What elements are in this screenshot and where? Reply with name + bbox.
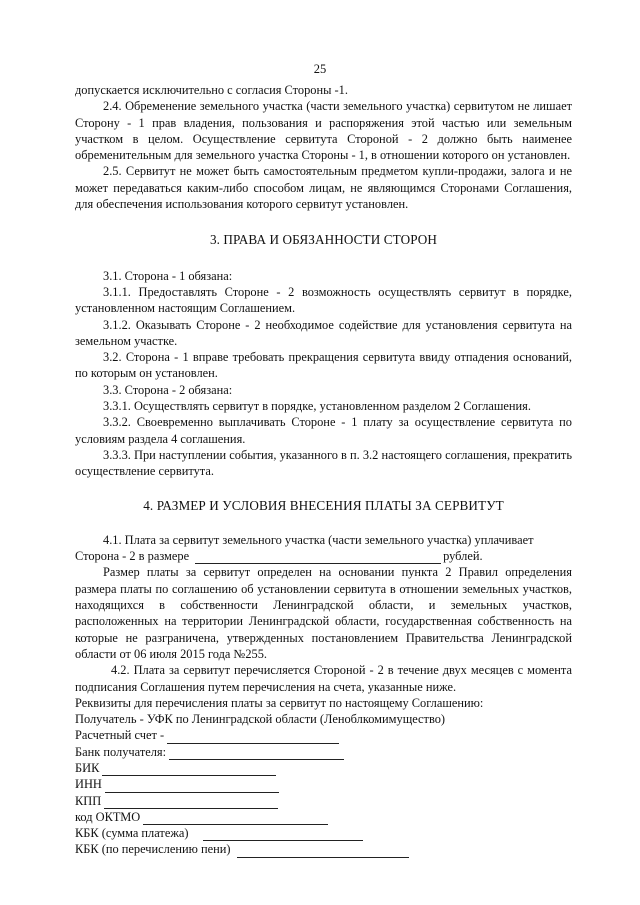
paragraph-3-3: 3.3. Сторона - 2 обязана:: [103, 382, 233, 397]
paragraph-continuation: допускается исключительно с согласия Стороны -1.: [75, 83, 348, 97]
kbk-payment-field: [75, 825, 572, 841]
kpp-label: КПП: [75, 793, 102, 808]
kbk-penalty-blank[interactable]: [237, 845, 409, 858]
kbk-penalty-field: [75, 841, 572, 857]
kbk-payment-blank[interactable]: [203, 828, 363, 841]
oktmo-field: [75, 809, 572, 825]
page-number: 25: [313, 62, 327, 76]
bank-label: Банк получателя:: [75, 744, 167, 759]
bik-field: [75, 760, 572, 776]
paragraph-recipient: Получатель - УФК по Ленинградской области (Леноблкомимущество): [75, 712, 446, 727]
account-blank[interactable]: [167, 731, 339, 744]
document-body: [75, 82, 572, 858]
inn-field: [75, 776, 572, 792]
paragraph-3-3-1: 3.3.1. Осуществлять сервитут в порядке, установленном разделом 2 Соглашения.: [103, 399, 531, 414]
bik-blank[interactable]: [102, 763, 276, 776]
bank-blank[interactable]: [169, 747, 344, 760]
paragraph-3-1: 3.1. Сторона - 1 обязана:: [103, 268, 233, 283]
payment-amount-line: [75, 548, 572, 564]
account-field: [75, 727, 572, 743]
paragraph-3-3-2: 3.3.2. Своевременно выплачивать Стороне - 1 плату за осуществление сервитута по условиям раздела 4 соглашения.: [75, 415, 572, 446]
paragraph-payment-size: Размер платы за сервитут определен на основании пункта 2 Правил определения размера платы по соглашению об установлении сервитута в отношении земельных участков, находящихся в собственности Ленинградской области, и земельных участков, расположенных на территории Ленинградской области, государственная собственность на которые не разграничена, утвержденных постановлением Правительства Ленинградской области от 06 июля 2015 года №255.: [75, 565, 572, 661]
paragraph-requisites: Реквизиты для перечисления платы за сервитут по настоящему Соглашению:: [75, 695, 484, 710]
kpp-field: [75, 793, 572, 809]
payment-amount-blank[interactable]: [195, 551, 441, 564]
paragraph-3-2: 3.2. Сторона - 1 вправе требовать прекращения сервитута ввиду отпадения оснований, по которым он установлен.: [75, 350, 572, 381]
payment-amount-label: Сторона - 2 в размере: [75, 549, 190, 564]
bank-field: [75, 744, 572, 760]
inn-blank[interactable]: [105, 780, 279, 793]
paragraph-3-1-2: 3.1.2. Оказывать Стороне - 2 необходимое содействие для установления сервитута на земельном участке.: [75, 317, 572, 348]
kpp-blank[interactable]: [104, 796, 278, 809]
oktmo-label: код ОКТМО: [75, 809, 141, 824]
paragraph-4-1-a: 4.1. Плата за сервитут земельного участка (части земельного участка) уплачивает: [103, 532, 534, 547]
paragraph-3-1-1: 3.1.1. Предоставлять Стороне - 2 возможность осуществлять сервитут в порядке, установленном настоящим Соглашением.: [75, 284, 572, 316]
payment-amount-unit: рублей.: [443, 549, 483, 564]
paragraph-2-5: 2.5. Сервитут не может быть самостоятельным предметом купли-продажи, залога и не может передаваться каким-либо способом лицам, не являющимся Сторонами Соглашения, для обеспечения использования которого сервитут установлен.: [75, 164, 572, 212]
paragraph-2-4: 2.4. Обременение земельного участка (части земельного участка) сервитутом не лишает Сторону - 1 прав владения, пользования и распоряжения этой частью или земельным участком в целом. Осуществление сервитута Стороной - 2 должно быть наименее обременительным для земельного участка Стороны - 1, в отношении которого он установлен.: [75, 99, 572, 163]
section-heading-3: 3. ПРАВА И ОБЯЗАННОСТИ СТОРОН: [209, 232, 438, 248]
kbk-penalty-label: КБК (по перечислению пени): [75, 842, 231, 857]
section-heading-4: 4. РАЗМЕР И УСЛОВИЯ ВНЕСЕНИЯ ПЛАТЫ ЗА СЕРВИТУТ: [143, 497, 504, 513]
oktmo-blank[interactable]: [143, 812, 328, 825]
paragraph-3-3-3: 3.3.3. При наступлении события, указанного в п. 3.2 настоящего соглашения, прекратить осуществление сервитута.: [75, 447, 572, 479]
inn-label: ИНН: [75, 777, 102, 792]
account-label: Расчетный счет -: [75, 728, 165, 743]
paragraph-4-2: 4.2. Плата за сервитут перечисляется Стороной - 2 в течение двух месяцев с момента подписания Соглашения путем перечисления на счета, указанные ниже.: [75, 663, 572, 694]
kbk-payment-label: КБК (сумма платежа): [75, 826, 189, 841]
bik-label: БИК: [75, 760, 100, 775]
